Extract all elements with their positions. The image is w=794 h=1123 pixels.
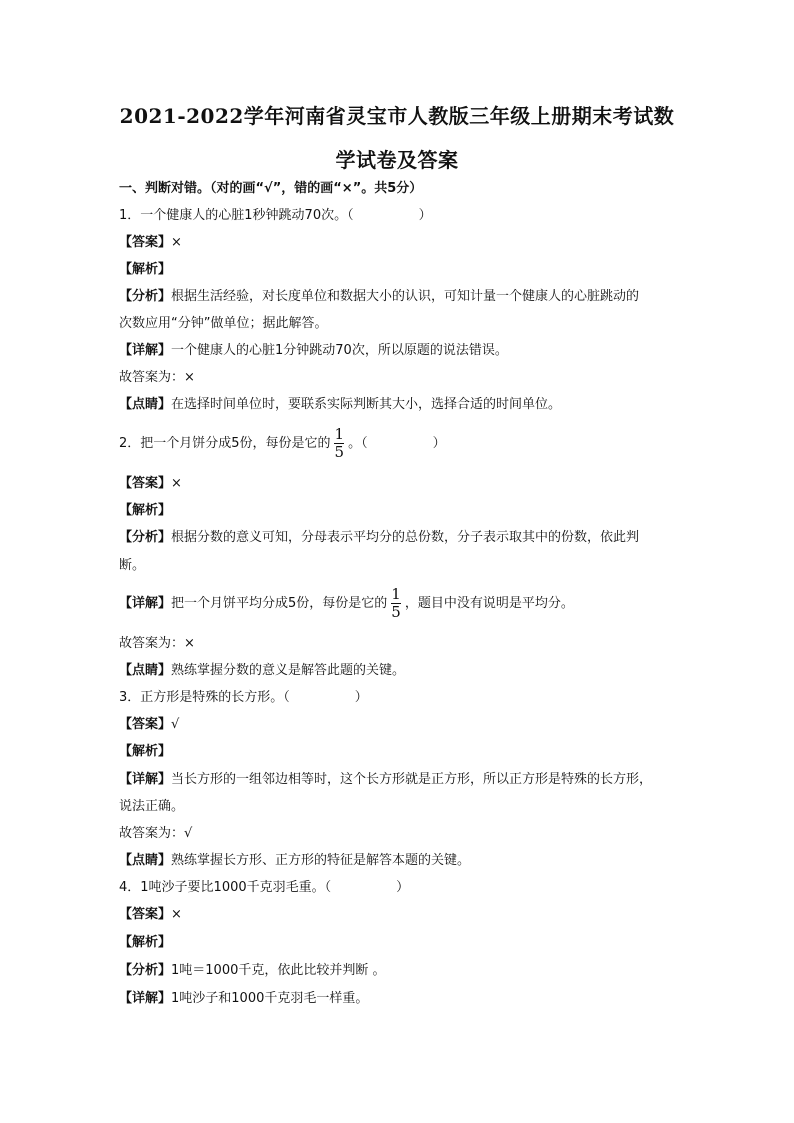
fraction-one-fifth (333, 426, 347, 461)
q4-fenxi-row (119, 962, 684, 980)
q1-answer-row (119, 234, 684, 252)
q1-fenxi-text-line1: 根据生活经验，对长度单位和数据大小的认识，可知计量一个健康人的心脏跳动的 (171, 289, 640, 304)
q2-answer-value: × (171, 476, 182, 491)
q3-final-answer: 故答案为：√ (119, 826, 193, 841)
fenxi-tag: 【分析】 (119, 963, 172, 978)
q2-analysis-tag: 【解析】 (119, 503, 172, 518)
dianjing-tag: 【点睛】 (119, 853, 172, 868)
q1-fenxi-row (119, 288, 684, 306)
q1-question: 1．一个健康人的心脏1秒钟跳动70次。（ ） (119, 208, 432, 223)
fraction-numerator: 1 (391, 585, 401, 603)
q2-dianjing-text: 熟练掌握分数的意义是解答此题的关键。 (171, 663, 406, 678)
section-heading: 一、判断对错。（对的画“√”，错的画“×”。共5分） (119, 181, 423, 196)
answer-tag: 【答案】 (119, 717, 172, 732)
q3-xiangjie-text-line2: 说法正确。 (119, 799, 185, 814)
q2-question (119, 426, 684, 462)
q1-answer-value: × (171, 235, 182, 250)
q2-question-pre: 2．把一个月饼分成5份，每份是它的 (119, 436, 331, 451)
q2-xiangjie-post: ，题目中没有说明是平均分。 (404, 596, 574, 611)
fraction-denominator: 5 (334, 443, 345, 461)
q2-xiangjie-row (119, 586, 684, 622)
xiangjie-tag: 【详解】 (119, 772, 172, 787)
xiangjie-tag: 【详解】 (119, 596, 172, 611)
q2-dianjing-row (119, 662, 684, 680)
q2-xiangjie-pre: 把一个月饼平均分成5份，每份是它的 (171, 596, 388, 611)
answer-tag: 【答案】 (119, 907, 172, 922)
fenxi-tag: 【分析】 (119, 530, 172, 545)
q1-dianjing-row (119, 396, 684, 414)
q2-question-post: 。（ ） (348, 436, 446, 451)
q2-final-answer: 故答案为：× (119, 636, 195, 651)
q3-analysis-tag: 【解析】 (119, 744, 172, 759)
q2-fenxi-row (119, 529, 684, 547)
q4-fenxi-text: 1吨＝1000千克，依此比较并判断 。 (171, 963, 386, 978)
fraction-denominator: 5 (391, 603, 401, 621)
q4-xiangjie-row (119, 990, 684, 1008)
q3-xiangjie-row (119, 771, 684, 789)
q1-xiangjie-row (119, 342, 684, 360)
dianjing-tag: 【点睛】 (119, 663, 172, 678)
q1-dianjing-text: 在选择时间单位时，要联系实际判断其大小，选择合适的时间单位。 (171, 397, 562, 412)
q4-answer-value: × (171, 907, 182, 922)
q4-xiangjie-text: 1吨沙子和1000千克羽毛一样重。 (171, 991, 369, 1006)
q4-question: 4．1吨沙子要比1000千克羽毛重。（ ） (119, 880, 410, 895)
document-title-line2: 学试卷及答案 (335, 148, 459, 172)
answer-tag: 【答案】 (119, 476, 172, 491)
document-title-line1: 2021-2022学年河南省灵宝市人教版三年级上册期末考试数 (119, 104, 675, 128)
q2-fenxi-text-line1: 根据分数的意义可知，分母表示平均分的总份数，分子表示取其中的份数，依此判 (171, 530, 640, 545)
q1-final-answer: 故答案为：× (119, 370, 195, 385)
q1-analysis-tag: 【解析】 (119, 262, 172, 277)
xiangjie-tag: 【详解】 (119, 991, 172, 1006)
q3-dianjing-row (119, 852, 684, 870)
answer-tag: 【答案】 (119, 235, 172, 250)
dianjing-tag: 【点睛】 (119, 397, 172, 412)
fraction-numerator: 1 (334, 425, 345, 443)
q4-analysis-tag: 【解析】 (119, 935, 172, 950)
q3-answer-row (119, 716, 684, 734)
q1-fenxi-text-line2: 次数应用“分钟”做单位；据此解答。 (119, 316, 328, 331)
xiangjie-tag: 【详解】 (119, 343, 172, 358)
q3-dianjing-text: 熟练掌握长方形、正方形的特征是解答本题的关键。 (171, 853, 471, 868)
q2-fenxi-text-line2: 断。 (119, 558, 146, 573)
q1-xiangjie-text: 一个健康人的心脏1分钟跳动70次，所以原题的说法错误。 (171, 343, 508, 358)
fraction-one-fifth (389, 586, 403, 621)
q3-answer-value: √ (171, 717, 180, 732)
q3-xiangjie-text-line1: 当长方形的一组邻边相等时，这个长方形就是正方形，所以正方形是特殊的长方形， (171, 772, 653, 787)
q2-answer-row (119, 475, 684, 493)
q3-question: 3．正方形是特殊的长方形。（ ） (119, 690, 368, 705)
fenxi-tag: 【分析】 (119, 289, 172, 304)
q4-answer-row (119, 906, 684, 924)
